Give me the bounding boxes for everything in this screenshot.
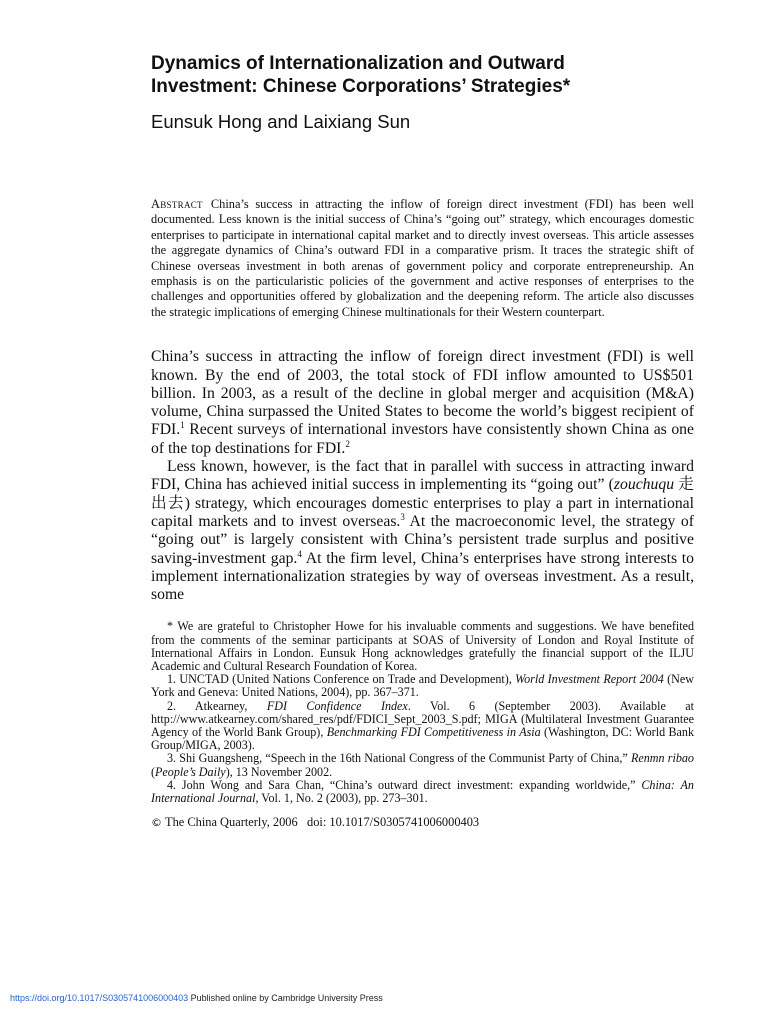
footnote-3-italic-1: Renmn ribao	[630, 751, 694, 766]
published-online-text: Published online by Cambridge University Press	[188, 993, 383, 1003]
footnote-3	[151, 752, 694, 778]
footnote-2-a: 2. Atkearney,	[167, 698, 267, 713]
abstract-text: China’s success in attracting the inflow of foreign direct investment (FDI) has been well documented. Less known is the initial success of China’s “going out” strategy, which encourages domestic enterprises to participate in international capital market and to directly invest overseas. This article assesses the aggregate dynamics of China’s outward FDI in a comparative prism. It traces the strategic shift of Chinese overseas investment in both arenas of government policy and corporate entrepreneurship. An emphasis is on the particularistic policies of the government and active responses of enterprises to the challenges and opportunities offered by globalization and the deepening reform. The article also discusses the strategic implications of emerging Chinese multinationals for their Western counterpart.	[151, 197, 694, 319]
body-text	[151, 348, 694, 604]
footnote-4-a: 4. John Wong and Sara Chan, “China’s outward direct investment: expanding worldwide,”	[167, 777, 642, 792]
footnote-4-b: , Vol. 1, No. 2 (2003), pp. 273–301.	[255, 791, 428, 806]
footnote-3-b: (	[151, 764, 156, 779]
publisher-footer	[10, 993, 383, 1003]
article-page	[151, 52, 694, 830]
footnote-4-italic: China: An International Journal	[151, 777, 694, 806]
copyright-line	[151, 815, 694, 830]
title-line-1: Dynamics of Internationalization and Outward	[151, 53, 565, 74]
footnote-1-b: (New York and Geneva: United Nations, 2004), pp. 367–371.	[151, 672, 694, 700]
paragraph-2	[151, 458, 694, 604]
footnote-2-italic-1: FDI Confidence Index	[266, 698, 408, 713]
article-authors: Eunsuk Hong and Laixiang Sun	[151, 111, 411, 132]
footnote-3-a: 3. Shi Guangsheng, “Speech in the 16th National Congress of the Communist Party of China,”	[167, 751, 631, 766]
paragraph-1-text-b: Recent surveys of international investors have consistently shown China as one of the top destinations for FDI.	[151, 421, 694, 457]
paragraph-1	[151, 348, 694, 458]
abstract-label: Abstract	[151, 197, 203, 211]
article-title	[151, 52, 694, 98]
footnote-2	[151, 700, 694, 753]
footnote-acknowledgement: * We are grateful to Christopher Howe for his invaluable comments and suggestions. We have benefited from the comments of the seminar participants at SOAS of University of London and Royal Institute of International Affairs in London. Eunsuk Hong acknowledges gratefully the financial support of the ILJU Academic and Cultural Research Foundation of Korea.	[151, 619, 694, 674]
paragraph-2-text-b: ) strategy, which encourages domestic enterprises to play a part in international capital markets and to invest overseas.	[151, 494, 694, 530]
footnote-2-italic-2: Benchmarking FDI Competitiveness in Asia	[326, 725, 541, 740]
paragraph-1-text-a: China’s success in attracting the inflow of foreign direct investment (FDI) is well known. By the end of 2003, the total stock of FDI inflow amounted to US$501 billion. In 2003, as a result of the decline in global merger and acquisition (M&A) volume, China surpassed the United States to become the world’s biggest recipient of FDI.	[151, 348, 694, 439]
footnote-2-c: (Washington, DC: World Bank Group/MIGA, 2003).	[151, 725, 694, 753]
footnote-ref-2[interactable]: 2	[345, 438, 350, 449]
doi-link[interactable]: https://doi.org/10.1017/S0305741006000403	[10, 993, 189, 1003]
footnote-ref-3[interactable]: 3	[400, 511, 405, 522]
footnote-1	[151, 673, 694, 699]
abstract	[151, 197, 694, 320]
footnote-3-italic-2: People’s Daily	[155, 764, 226, 779]
copyright-symbol: ©	[151, 816, 162, 830]
footnote-4	[151, 779, 694, 805]
footnote-ref-1[interactable]: 1	[180, 420, 185, 431]
paragraph-2-text-c: At the macroeconomic level, the strategy of “going out” is largely consistent with China’s persistent trade surplus and positive saving-investment gap.	[151, 512, 694, 567]
footnote-ref-4[interactable]: 4	[297, 548, 302, 559]
footnote-1-italic: World Investment Report 2004	[515, 672, 664, 687]
paragraph-2-chinese: 走出去	[151, 476, 694, 512]
footnotes	[151, 620, 694, 805]
copyright-text: The China Quarterly, 2006 doi: 10.1017/S0305741006000403	[165, 815, 480, 830]
title-line-2: Investment: Chinese Corporations’ Strategies*	[151, 76, 571, 97]
footnote-3-c: ), 13 November 2002.	[225, 764, 333, 779]
footnote-1-a: 1. UNCTAD (United Nations Conference on Trade and Development),	[167, 672, 516, 687]
paragraph-2-text-a: Less known, however, is the fact that in parallel with success in attracting inward FDI, China has achieved initial success in implementing its “going out” (	[151, 458, 694, 494]
paragraph-2-text-d: At the firm level, China’s enterprises have strong interests to implement internationalization strategies by way of overseas investment. As a result, some	[151, 549, 695, 604]
paragraph-2-italic: zouchuqu	[613, 476, 675, 494]
footnote-2-b: . Vol. 6 (September 2003). Available at http://www.atkearney.com/shared_res/pdf/FDICI_Sept_2003_S.pdf; MIGA (Multilateral Investment Guarantee Agency of the World Bank Group),	[151, 698, 694, 740]
